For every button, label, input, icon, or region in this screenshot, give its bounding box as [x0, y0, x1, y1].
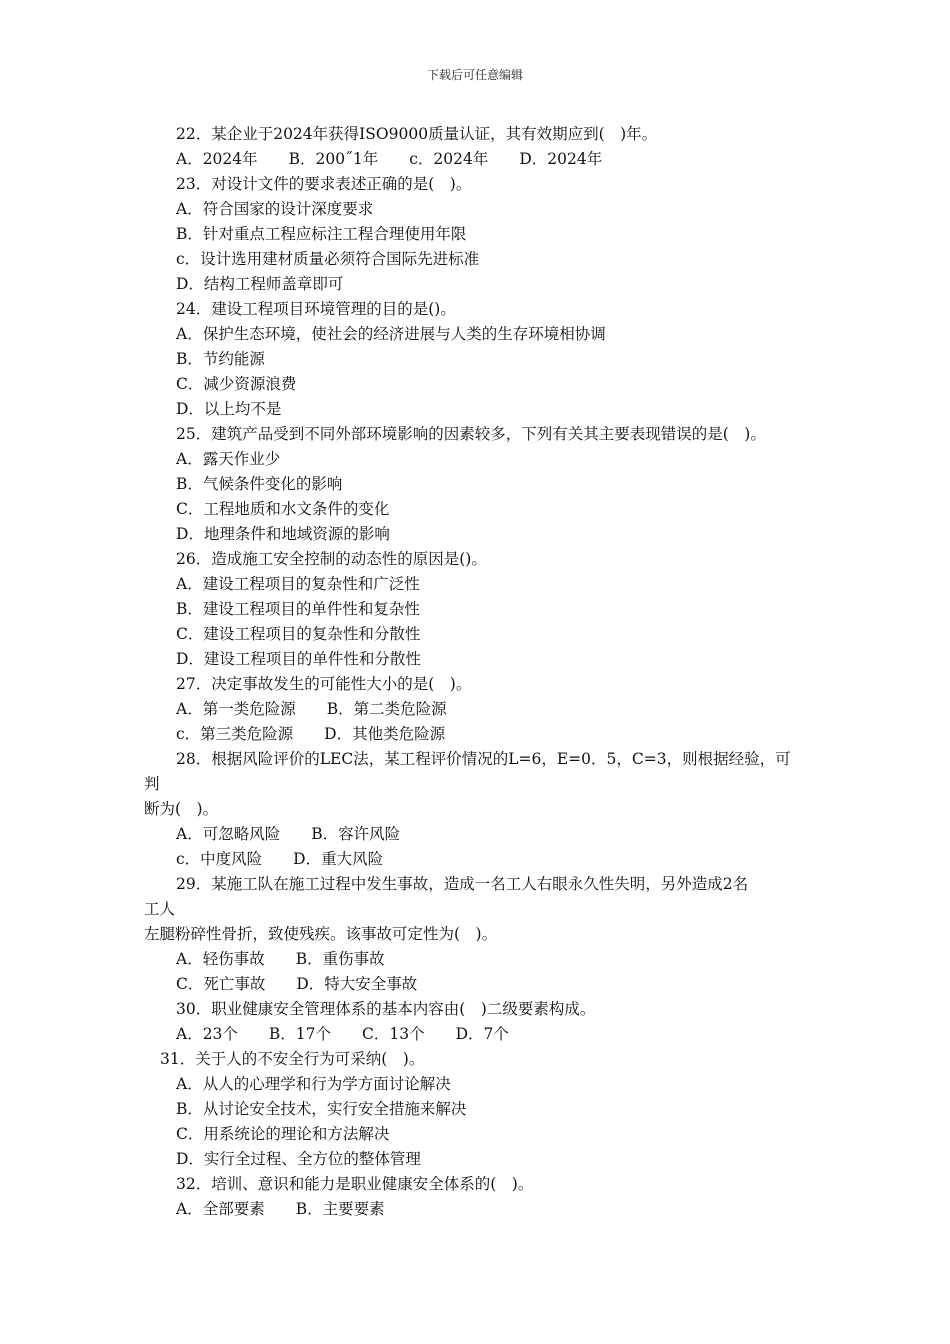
- answer-options-line: D．建设工程项目的单件性和分散性: [176, 650, 421, 668]
- answer-options-line: A．从人的心理学和行为学方面讨论解决: [176, 1075, 451, 1093]
- document-body: [144, 122, 824, 1222]
- answer-options-line: B．气候条件变化的影响: [176, 475, 343, 493]
- question-continuation-line: 判: [144, 775, 160, 793]
- answer-options-line: C．死亡事故 D．特大安全事故: [176, 975, 418, 993]
- answer-options-line: D．以上均不是: [176, 400, 282, 418]
- answer-options-line: A．第一类危险源 B．第二类危险源: [176, 700, 447, 718]
- question-continuation-line: 左腿粉碎性骨折，致使残疾。该事故可定性为( )。: [144, 925, 498, 943]
- page-header: 下载后可任意编辑: [426, 68, 523, 82]
- answer-options-line: c．第三类危险源 D．其他类危险源: [176, 725, 446, 743]
- answer-options-line: A．露天作业少: [176, 450, 281, 468]
- question-line: 30．职业健康安全管理体系的基本内容由( )二级要素构成。: [176, 1000, 596, 1018]
- question-line: 29．某施工队在施工过程中发生事故，造成一名工人右眼永久性失明，另外造成2名: [176, 875, 749, 893]
- question-line: 31．关于人的不安全行为可采纳( )。: [160, 1050, 425, 1068]
- answer-options-line: A．轻伤事故 B．重伤事故: [176, 950, 385, 968]
- answer-options-line: C．用系统论的理论和方法解决: [176, 1125, 390, 1143]
- question-line: 23．对设计文件的要求表述正确的是( )。: [176, 175, 472, 193]
- answer-options-line: D．结构工程师盖章即可: [176, 275, 344, 293]
- question-line: 25．建筑产品受到不同外部环境影响的因素较多，下列有关其主要表现错误的是( )。: [176, 425, 766, 443]
- answer-options-line: B．建设工程项目的单件性和复杂性: [176, 600, 420, 618]
- question-continuation-line: 断为( )。: [144, 800, 219, 818]
- question-line: 24．建设工程项目环境管理的目的是()。: [176, 300, 456, 318]
- question-line: 32．培训、意识和能力是职业健康安全体系的( )。: [176, 1175, 534, 1193]
- answer-options-line: A．23个 B．17个 C．13个 D．7个: [176, 1025, 509, 1043]
- answer-options-line: A．2024年 B．200˝1年 c．2024年 D．2024年: [176, 150, 603, 168]
- answer-options-line: C．建设工程项目的复杂性和分散性: [176, 625, 421, 643]
- answer-options-line: B．节约能源: [176, 350, 265, 368]
- question-line: 22．某企业于2024年获得ISO9000质量认证，其有效期应到( )年。: [176, 125, 658, 143]
- answer-options-line: A．全部要素 B．主要要素: [176, 1200, 385, 1218]
- answer-options-line: c．中度风险 D．重大风险: [176, 850, 384, 868]
- question-continuation-line: 工人: [144, 900, 176, 918]
- answer-options-line: A．建设工程项目的复杂性和广泛性: [176, 575, 420, 593]
- answer-options-line: A．符合国家的设计深度要求: [176, 200, 374, 218]
- answer-options-line: D．实行全过程、全方位的整体管理: [176, 1150, 421, 1168]
- answer-options-line: A．可忽略风险 B．容许风险: [176, 825, 401, 843]
- question-line: 28．根据风险评价的LEC法，某工程评价情况的L=6，E=0．5，C=3，则根据经验，可: [176, 750, 791, 768]
- question-line: 27．决定事故发生的可能性大小的是( )。: [176, 675, 472, 693]
- answer-options-line: B．针对重点工程应标注工程合理使用年限: [176, 225, 467, 243]
- answer-options-line: C．减少资源浪费: [176, 375, 297, 393]
- question-line: 26．造成施工安全控制的动态性的原因是()。: [176, 550, 487, 568]
- answer-options-line: c．设计选用建材质量必须符合国际先进标准: [176, 250, 480, 268]
- answer-options-line: A．保护生态环境，使社会的经济进展与人类的生存环境相协调: [176, 325, 606, 343]
- answer-options-line: D．地理条件和地域资源的影响: [176, 525, 390, 543]
- answer-options-line: C．工程地质和水文条件的变化: [176, 500, 390, 518]
- answer-options-line: B．从讨论安全技术，实行安全措施来解决: [176, 1100, 467, 1118]
